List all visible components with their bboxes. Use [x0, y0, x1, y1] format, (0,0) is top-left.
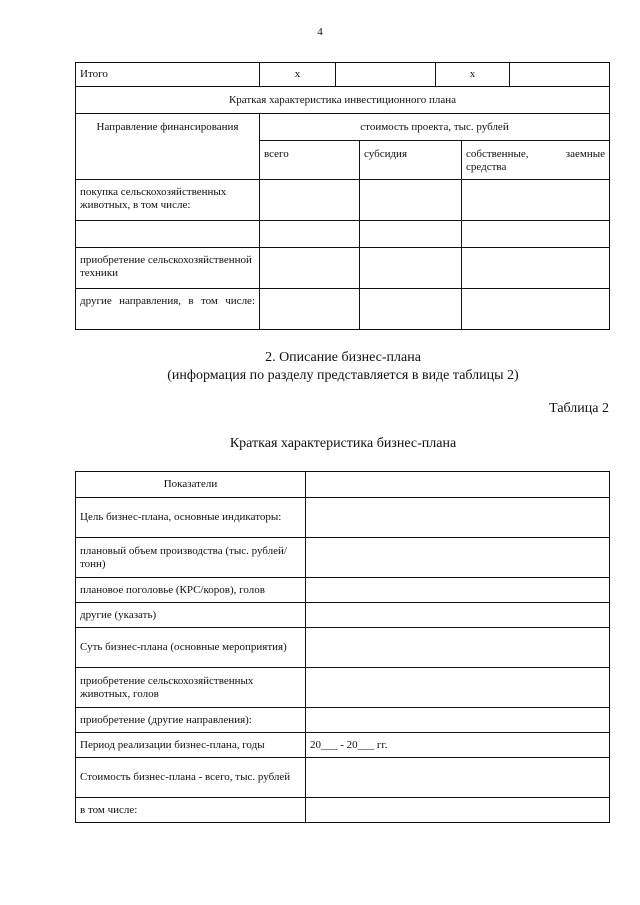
row-label: приобретение сельскохозяйственных животных, голов	[76, 668, 306, 708]
table-cell	[260, 221, 360, 248]
table-cell	[306, 578, 610, 603]
table-cell	[260, 180, 360, 221]
table-row	[76, 668, 610, 708]
section-subtitle: (информация по разделу представляется в виде таблицы 2)	[167, 368, 519, 383]
table-row	[76, 603, 610, 628]
indicators-header: Показатели	[76, 472, 306, 498]
table-row	[76, 628, 610, 668]
own-funds-subheader	[462, 141, 610, 180]
total-subheader: всего	[260, 141, 360, 180]
direction-header: Направление финансирования	[76, 114, 260, 180]
other-directions-label: другие направления, в том числе:	[76, 289, 260, 330]
table-row	[76, 221, 610, 248]
investment-plan-table	[75, 62, 610, 330]
table-cell	[306, 708, 610, 733]
subsidy-subheader: субсидия	[360, 141, 462, 180]
table-row	[76, 798, 610, 823]
total-cell	[336, 63, 436, 87]
table-cell	[462, 248, 610, 289]
machinery-purchase-label: приобретение сельскохозяйственной техники	[76, 248, 260, 289]
table-cell	[306, 472, 610, 498]
table-header-row	[76, 472, 610, 498]
table-cell	[462, 221, 610, 248]
table-cell	[462, 289, 610, 330]
table-cell	[76, 221, 260, 248]
page-number: 4	[317, 26, 323, 38]
table-cell	[306, 603, 610, 628]
table-cell	[306, 798, 610, 823]
row-label: Период реализации бизнес-плана, годы	[76, 733, 306, 758]
cost-header: стоимость проекта, тыс. рублей	[260, 114, 610, 141]
table-cell	[306, 538, 610, 578]
total-x-mark: х	[436, 63, 510, 87]
total-label: Итого	[76, 63, 260, 87]
table-row	[76, 578, 610, 603]
table-row	[76, 498, 610, 538]
table-row	[76, 708, 610, 733]
table-cell	[360, 180, 462, 221]
table-row	[76, 180, 610, 221]
row-label: Суть бизнес-плана (основные мероприятия)	[76, 628, 306, 668]
own-funds-word: собственные,	[466, 148, 529, 160]
row-label: Стоимость бизнес-плана - всего, тыс. рублей	[76, 758, 306, 798]
table-cell	[260, 248, 360, 289]
table-title: Краткая характеристика бизнес-плана	[229, 436, 457, 451]
funds-word: средства	[466, 161, 507, 173]
row-label: в том числе:	[76, 798, 306, 823]
table-cell	[306, 758, 610, 798]
table-cell	[462, 180, 610, 221]
table-label: Таблица 2	[549, 401, 609, 416]
row-label: другие (указать)	[76, 603, 306, 628]
row-label: плановое поголовье (КРС/коров), голов	[76, 578, 306, 603]
table-cell	[260, 289, 360, 330]
table-cell	[306, 628, 610, 668]
animals-purchase-label: покупка сельскохозяйственных животных, в том числе:	[76, 180, 260, 221]
table-row	[76, 758, 610, 798]
total-x-mark: х	[260, 63, 336, 87]
table-row	[76, 248, 610, 289]
total-cell	[510, 63, 610, 87]
row-label: плановый объем производства (тыс. рублей/тонн)	[76, 538, 306, 578]
total-row	[76, 63, 610, 87]
borrowed-word: заемные	[565, 148, 605, 160]
table-row	[76, 733, 610, 758]
row-label: Цель бизнес-плана, основные индикаторы:	[76, 498, 306, 538]
period-value: 20___ - 20___ гг.	[306, 733, 610, 758]
table-cell	[360, 289, 462, 330]
table-cell	[306, 668, 610, 708]
business-plan-table	[75, 471, 610, 823]
investment-plan-header: Краткая характеристика инвестиционного плана	[76, 87, 610, 114]
section-header-row	[76, 87, 610, 114]
table-cell	[360, 248, 462, 289]
table-row	[76, 289, 610, 330]
table-cell	[306, 498, 610, 538]
section-title: 2. Описание бизнес-плана	[265, 350, 421, 365]
table-row	[76, 538, 610, 578]
column-header-row	[76, 114, 610, 141]
row-label: приобретение (другие направления):	[76, 708, 306, 733]
table-cell	[360, 221, 462, 248]
